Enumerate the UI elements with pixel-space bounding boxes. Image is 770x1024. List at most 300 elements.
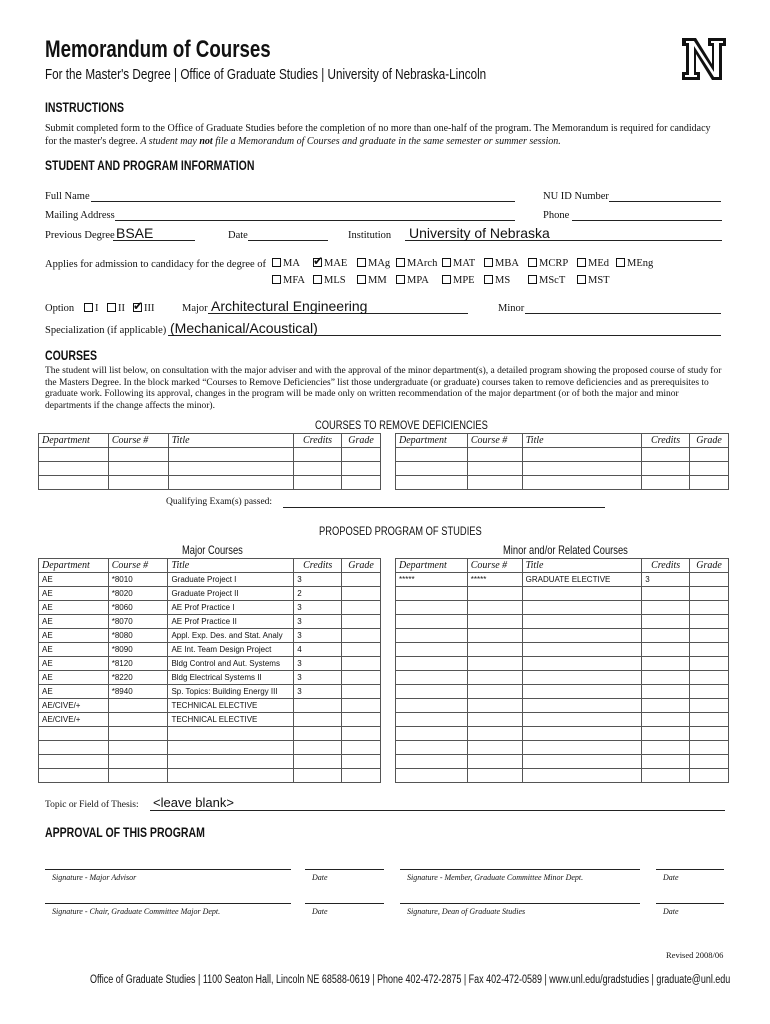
column-header: Title	[522, 559, 642, 573]
checkbox-icon[interactable]	[313, 275, 322, 284]
table-cell[interactable]	[522, 643, 642, 657]
table-cell[interactable]	[108, 462, 168, 476]
table-cell[interactable]	[690, 615, 729, 629]
table-cell[interactable]	[342, 769, 381, 783]
checkbox-icon[interactable]	[442, 258, 451, 267]
date2-line[interactable]	[656, 869, 724, 870]
table-cell[interactable]	[690, 573, 729, 587]
table-cell[interactable]	[342, 727, 381, 741]
table-cell[interactable]	[396, 713, 468, 727]
major-advisor-signature-label: Signature - Major Advisor	[52, 873, 137, 882]
table-cell[interactable]	[642, 671, 690, 685]
table-cell[interactable]	[522, 741, 642, 755]
table-cell[interactable]	[690, 462, 729, 476]
column-header: Department	[39, 559, 109, 573]
degree-option-mpe[interactable]: MPE	[442, 275, 475, 286]
table-cell[interactable]	[342, 713, 381, 727]
approval-heading: APPROVAL OF THIS PROGRAM	[45, 825, 205, 840]
table-cell[interactable]	[396, 671, 468, 685]
checkbox-icon[interactable]	[616, 258, 625, 267]
table-cell[interactable]	[642, 685, 690, 699]
table-row	[39, 769, 381, 783]
table-cell[interactable]	[39, 462, 109, 476]
deficiencies-title: COURSES TO REMOVE DEFICIENCIES	[315, 418, 488, 432]
date4-line[interactable]	[656, 903, 724, 904]
table-row	[39, 643, 381, 657]
table-cell[interactable]	[342, 643, 381, 657]
nu-id-field[interactable]	[609, 201, 721, 202]
degree-option-mfa[interactable]: MFA	[272, 275, 305, 286]
table-cell[interactable]	[294, 448, 342, 462]
table-cell[interactable]: *****	[396, 573, 468, 587]
table-cell[interactable]	[396, 699, 468, 713]
table-cell[interactable]	[690, 769, 729, 783]
table-row	[39, 573, 381, 587]
degree-option-march[interactable]: MArch	[396, 258, 437, 269]
checkbox-icon[interactable]	[84, 303, 93, 312]
table-cell[interactable]	[294, 755, 342, 769]
table-cell[interactable]	[39, 769, 109, 783]
table-cell[interactable]	[690, 448, 729, 462]
table-cell[interactable]	[690, 713, 729, 727]
table-row	[39, 476, 381, 490]
table-row	[396, 615, 729, 629]
table-cell[interactable]: *8220	[108, 671, 168, 685]
table-cell[interactable]: AE	[39, 671, 109, 685]
option-ii[interactable]: II	[107, 303, 125, 314]
table-header-row	[396, 434, 729, 448]
table-cell[interactable]: Graduate Project I	[168, 573, 294, 587]
degree-option-msct[interactable]: MScT	[528, 275, 565, 286]
table-row	[39, 587, 381, 601]
table-cell[interactable]: Sp. Topics: Building Energy III	[168, 685, 294, 699]
table-cell[interactable]	[642, 629, 690, 643]
applies-label: Applies for admission to candidacy for the degree of	[45, 259, 267, 270]
minor-field[interactable]	[525, 313, 721, 314]
table-cell[interactable]	[342, 699, 381, 713]
minor-member-signature-line[interactable]	[400, 869, 640, 870]
column-header: Credits	[642, 559, 690, 573]
table-row	[396, 741, 729, 755]
table-cell[interactable]	[168, 462, 293, 476]
table-cell[interactable]	[294, 476, 342, 490]
table-cell[interactable]: *8090	[108, 643, 168, 657]
table-cell[interactable]	[642, 657, 690, 671]
table-row	[396, 643, 729, 657]
table-cell[interactable]: AE	[39, 643, 109, 657]
table-cell[interactable]	[396, 685, 468, 699]
date-field[interactable]	[248, 240, 328, 241]
table-cell[interactable]	[522, 448, 641, 462]
table-cell[interactable]	[168, 448, 293, 462]
table-row	[396, 699, 729, 713]
table-cell[interactable]	[342, 741, 381, 755]
checkbox-icon[interactable]	[133, 303, 142, 312]
table-row	[396, 685, 729, 699]
nu-id-label: NU ID Number	[543, 191, 609, 202]
table-row	[39, 713, 381, 727]
major-advisor-signature-line[interactable]	[45, 869, 291, 870]
table-cell[interactable]	[467, 448, 522, 462]
checkbox-icon[interactable]	[528, 275, 537, 284]
checkbox-icon[interactable]	[357, 258, 366, 267]
table-cell[interactable]: Appl. Exp. Des. and Stat. Analy	[168, 629, 294, 643]
degree-option-ms[interactable]: MS	[484, 275, 510, 286]
table-cell[interactable]	[690, 601, 729, 615]
table-cell[interactable]: 3	[294, 671, 342, 685]
column-header: Course #	[467, 434, 522, 448]
table-cell[interactable]: GRADUATE ELECTIVE	[522, 573, 642, 587]
chair-signature-line[interactable]	[45, 903, 291, 904]
table-row	[396, 629, 729, 643]
table-cell[interactable]	[522, 601, 642, 615]
table-cell[interactable]	[396, 741, 468, 755]
table-cell[interactable]: 3	[294, 573, 342, 587]
table-cell[interactable]	[168, 727, 294, 741]
column-header: Grade	[342, 559, 381, 573]
phone-field[interactable]	[572, 220, 722, 221]
checkbox-icon[interactable]	[577, 275, 586, 284]
table-cell[interactable]	[522, 713, 642, 727]
table-cell[interactable]: Bldg Electrical Systems II	[168, 671, 294, 685]
table-cell[interactable]	[642, 587, 690, 601]
table-cell[interactable]: *8070	[108, 615, 168, 629]
table-cell[interactable]	[642, 769, 690, 783]
table-row	[39, 671, 381, 685]
table-cell[interactable]	[522, 699, 642, 713]
table-cell[interactable]	[690, 671, 729, 685]
table-cell[interactable]	[342, 615, 381, 629]
degree-option-mpa[interactable]: MPA	[396, 275, 429, 286]
minor-member-signature-label: Signature - Member, Graduate Committee Minor Dept.	[407, 873, 584, 882]
table-cell[interactable]: AE	[39, 587, 109, 601]
table-cell[interactable]: *8080	[108, 629, 168, 643]
table-cell[interactable]	[396, 769, 468, 783]
table-cell[interactable]	[642, 462, 690, 476]
table-cell[interactable]	[342, 587, 381, 601]
date3-label: Date	[312, 907, 328, 916]
table-cell[interactable]	[690, 685, 729, 699]
table-cell[interactable]	[467, 615, 522, 629]
table-cell[interactable]	[39, 741, 109, 755]
checkbox-icon[interactable]	[484, 275, 493, 284]
table-cell[interactable]	[168, 741, 294, 755]
table-cell[interactable]: AE	[39, 657, 109, 671]
table-cell[interactable]	[342, 601, 381, 615]
table-cell[interactable]	[522, 587, 642, 601]
table-cell[interactable]	[108, 448, 168, 462]
table-cell[interactable]	[690, 727, 729, 741]
table-row	[39, 448, 381, 462]
table-cell[interactable]	[467, 587, 522, 601]
table-cell[interactable]	[467, 657, 522, 671]
qualifying-exam-field[interactable]	[283, 507, 605, 508]
page-title: Memorandum of Courses	[45, 36, 271, 63]
option-i[interactable]: I	[84, 303, 99, 314]
column-header: Credits	[294, 559, 342, 573]
degree-option-mae[interactable]: ✔ MAE	[313, 258, 347, 269]
checkbox-icon[interactable]	[357, 275, 366, 284]
table-cell[interactable]	[294, 713, 342, 727]
table-cell[interactable]	[642, 601, 690, 615]
specialization-value: (Mechanical/Acoustical)	[170, 320, 318, 336]
table-cell[interactable]	[342, 448, 381, 462]
table-cell[interactable]	[39, 448, 109, 462]
table-cell[interactable]	[467, 727, 522, 741]
table-cell[interactable]	[39, 476, 109, 490]
checkbox-icon[interactable]	[528, 258, 537, 267]
table-cell[interactable]: AE Int. Team Design Project	[168, 643, 294, 657]
chair-signature-label: Signature - Chair, Graduate Committee Major Dept.	[52, 907, 221, 916]
table-cell[interactable]	[522, 755, 642, 769]
checkbox-icon[interactable]	[313, 258, 322, 267]
institution-label: Institution	[348, 230, 392, 241]
table-cell[interactable]	[522, 769, 642, 783]
degree-option-mba[interactable]: MBA	[484, 258, 519, 269]
full-name-label: Full Name	[45, 191, 90, 202]
table-cell[interactable]: *****	[467, 573, 522, 587]
table-cell[interactable]	[396, 615, 468, 629]
table-cell[interactable]	[642, 643, 690, 657]
column-header: Course #	[108, 434, 168, 448]
table-cell[interactable]	[396, 462, 468, 476]
degree-option-meng[interactable]: MEng	[616, 258, 653, 269]
checkbox-icon[interactable]	[272, 258, 281, 267]
degree-option-ma[interactable]: MA	[272, 258, 300, 269]
table-cell[interactable]	[690, 741, 729, 755]
table-cell[interactable]: AE	[39, 629, 109, 643]
table-cell[interactable]	[396, 643, 468, 657]
table-cell[interactable]	[396, 629, 468, 643]
table-row	[39, 629, 381, 643]
table-row	[39, 741, 381, 755]
table-cell[interactable]	[467, 713, 522, 727]
table-cell[interactable]	[690, 755, 729, 769]
courses-paragraph: The student will list below, on consultation with the major adviser and with the approval of the minor department(s), a detailed program showing the proposed course of study for the Masters Degree. In the block marked “Courses to Remove Deficiencies” list those undergraduate (or graduate) courses taken to remove deficiencies and as prerequisites to graduate work. Following its approval, changes in the program will be made only on written recommendation of the major department (or of both the major and minor departments if the change affects the minor).	[45, 366, 722, 411]
table-cell[interactable]: 3	[294, 615, 342, 629]
checkbox-icon[interactable]	[272, 275, 281, 284]
table-cell[interactable]: 3	[294, 657, 342, 671]
table-cell[interactable]	[294, 462, 342, 476]
table-cell[interactable]	[690, 657, 729, 671]
table-cell[interactable]	[108, 727, 168, 741]
thesis-field[interactable]	[150, 810, 725, 811]
date1-line[interactable]	[305, 869, 384, 870]
checkbox-icon[interactable]	[577, 258, 586, 267]
table-cell[interactable]: AE Prof Practice II	[168, 615, 294, 629]
table-cell[interactable]	[108, 741, 168, 755]
checkbox-icon[interactable]	[396, 258, 405, 267]
table-cell[interactable]	[642, 713, 690, 727]
table-cell[interactable]	[342, 476, 381, 490]
table-cell[interactable]	[342, 657, 381, 671]
table-cell[interactable]	[690, 476, 729, 490]
table-cell[interactable]	[467, 671, 522, 685]
table-cell[interactable]	[642, 727, 690, 741]
table-cell[interactable]	[522, 462, 641, 476]
table-cell[interactable]	[522, 615, 642, 629]
table-cell[interactable]: Bldg Control and Aut. Systems	[168, 657, 294, 671]
previous-degree-value: BSAE	[116, 225, 154, 241]
table-row	[396, 601, 729, 615]
degree-option-med[interactable]: MEd	[577, 258, 609, 269]
table-cell[interactable]	[108, 769, 168, 783]
table-cell[interactable]	[690, 643, 729, 657]
table-cell[interactable]	[467, 629, 522, 643]
degree-option-mst[interactable]: MST	[577, 275, 610, 286]
table-cell[interactable]: AE/CIVE/+	[39, 713, 109, 727]
table-row	[39, 657, 381, 671]
table-cell[interactable]	[342, 462, 381, 476]
checkbox-icon[interactable]	[396, 275, 405, 284]
table-cell[interactable]	[342, 685, 381, 699]
table-cell[interactable]	[342, 671, 381, 685]
table-cell[interactable]	[396, 755, 468, 769]
degree-option-mag[interactable]: MAg	[357, 258, 390, 269]
table-cell[interactable]	[108, 713, 168, 727]
table-cell[interactable]	[642, 476, 690, 490]
table-cell[interactable]	[522, 476, 641, 490]
table-cell[interactable]	[522, 671, 642, 685]
table-cell[interactable]	[294, 699, 342, 713]
table-header-row	[39, 559, 381, 573]
table-row	[39, 685, 381, 699]
table-cell[interactable]	[642, 448, 690, 462]
mailing-address-field[interactable]	[115, 220, 515, 221]
table-cell[interactable]: 2	[294, 587, 342, 601]
revised-date: Revised 2008/06	[666, 950, 724, 960]
table-row	[39, 727, 381, 741]
table-cell[interactable]	[168, 476, 293, 490]
table-cell[interactable]	[522, 657, 642, 671]
column-header: Grade	[690, 559, 729, 573]
checkbox-icon[interactable]	[107, 303, 116, 312]
table-cell[interactable]	[108, 476, 168, 490]
table-row	[396, 657, 729, 671]
table-cell[interactable]	[396, 657, 468, 671]
table-cell[interactable]	[294, 727, 342, 741]
table-cell[interactable]	[522, 727, 642, 741]
table-cell[interactable]: 3	[294, 685, 342, 699]
table-cell[interactable]: 3	[642, 573, 690, 587]
table-cell[interactable]	[467, 769, 522, 783]
degree-option-mcrp[interactable]: MCRP	[528, 258, 568, 269]
instructions-heading: INSTRUCTIONS	[45, 100, 124, 115]
table-cell[interactable]	[467, 643, 522, 657]
table-cell[interactable]	[467, 462, 522, 476]
table-cell[interactable]	[108, 699, 168, 713]
table-cell[interactable]: *8060	[108, 601, 168, 615]
table-cell[interactable]	[396, 587, 468, 601]
table-cell[interactable]: TECHNICAL ELECTIVE	[168, 699, 294, 713]
checkbox-icon[interactable]	[442, 275, 451, 284]
proposed-program-title: PROPOSED PROGRAM OF STUDIES	[319, 524, 482, 538]
table-cell[interactable]: *8010	[108, 573, 168, 587]
full-name-field[interactable]	[91, 201, 515, 202]
table-cell[interactable]	[690, 629, 729, 643]
table-cell[interactable]: AE	[39, 615, 109, 629]
table-cell[interactable]	[396, 476, 468, 490]
column-header: Credits	[642, 434, 690, 448]
table-cell[interactable]	[690, 699, 729, 713]
table-row	[396, 573, 729, 587]
table-cell[interactable]	[467, 755, 522, 769]
table-cell[interactable]	[467, 601, 522, 615]
table-row	[39, 462, 381, 476]
dean-signature-line[interactable]	[400, 903, 640, 904]
table-cell[interactable]	[396, 601, 468, 615]
table-cell[interactable]	[467, 741, 522, 755]
date3-line[interactable]	[305, 903, 384, 904]
table-cell[interactable]	[467, 699, 522, 713]
table-cell[interactable]	[522, 629, 642, 643]
degree-option-mls[interactable]: MLS	[313, 275, 346, 286]
table-cell[interactable]	[108, 755, 168, 769]
table-cell[interactable]	[642, 741, 690, 755]
table-cell[interactable]: AE	[39, 601, 109, 615]
table-cell[interactable]: 4	[294, 643, 342, 657]
table-row	[39, 699, 381, 713]
table-cell[interactable]	[642, 755, 690, 769]
major-courses-table	[38, 558, 381, 783]
table-cell[interactable]	[642, 699, 690, 713]
student-info-heading: STUDENT AND PROGRAM INFORMATION	[45, 158, 255, 173]
degree-option-mm[interactable]: MM	[357, 275, 387, 286]
table-cell[interactable]	[396, 448, 468, 462]
table-cell[interactable]: 3	[294, 601, 342, 615]
table-cell[interactable]	[396, 727, 468, 741]
table-cell[interactable]: AE/CIVE/+	[39, 699, 109, 713]
table-cell[interactable]: *8940	[108, 685, 168, 699]
table-row	[396, 727, 729, 741]
column-header: Title	[168, 559, 294, 573]
table-cell[interactable]: AE	[39, 685, 109, 699]
courses-heading: COURSES	[45, 348, 98, 363]
table-cell[interactable]	[522, 685, 642, 699]
footer-contact: Office of Graduate Studies | 1100 Seaton Hall, Lincoln NE 68588-0619 | Phone 402-472-2875 | Fax 402-472-0589 | www.unl.edu/gradstudies | graduate@unl.edu	[90, 974, 731, 986]
table-cell[interactable]: Graduate Project II	[168, 587, 294, 601]
table-cell[interactable]: AE	[39, 573, 109, 587]
degree-option-mat[interactable]: MAT	[442, 258, 475, 269]
table-cell[interactable]	[39, 755, 109, 769]
table-cell[interactable]: TECHNICAL ELECTIVE	[168, 713, 294, 727]
table-cell[interactable]	[294, 769, 342, 783]
option-iii[interactable]: ✔ III	[133, 303, 155, 314]
phone-label: Phone	[543, 210, 570, 221]
table-cell[interactable]	[294, 741, 342, 755]
table-cell[interactable]: 3	[294, 629, 342, 643]
table-cell[interactable]	[467, 476, 522, 490]
table-cell[interactable]	[342, 629, 381, 643]
table-cell[interactable]	[168, 755, 294, 769]
checkbox-icon[interactable]	[484, 258, 493, 267]
major-courses-title: Major Courses	[182, 543, 243, 557]
table-cell[interactable]: *8120	[108, 657, 168, 671]
institution-value: University of Nebraska	[409, 225, 550, 241]
table-cell[interactable]	[168, 769, 294, 783]
table-cell[interactable]: AE Prof Practice I	[168, 601, 294, 615]
table-cell[interactable]	[342, 755, 381, 769]
major-value: Architectural Engineering	[211, 298, 368, 314]
table-cell[interactable]: *8020	[108, 587, 168, 601]
table-row	[396, 448, 729, 462]
table-cell[interactable]	[642, 615, 690, 629]
table-cell[interactable]	[39, 727, 109, 741]
table-cell[interactable]	[467, 685, 522, 699]
table-cell[interactable]	[690, 587, 729, 601]
table-cell[interactable]	[342, 573, 381, 587]
column-header: Department	[396, 434, 468, 448]
